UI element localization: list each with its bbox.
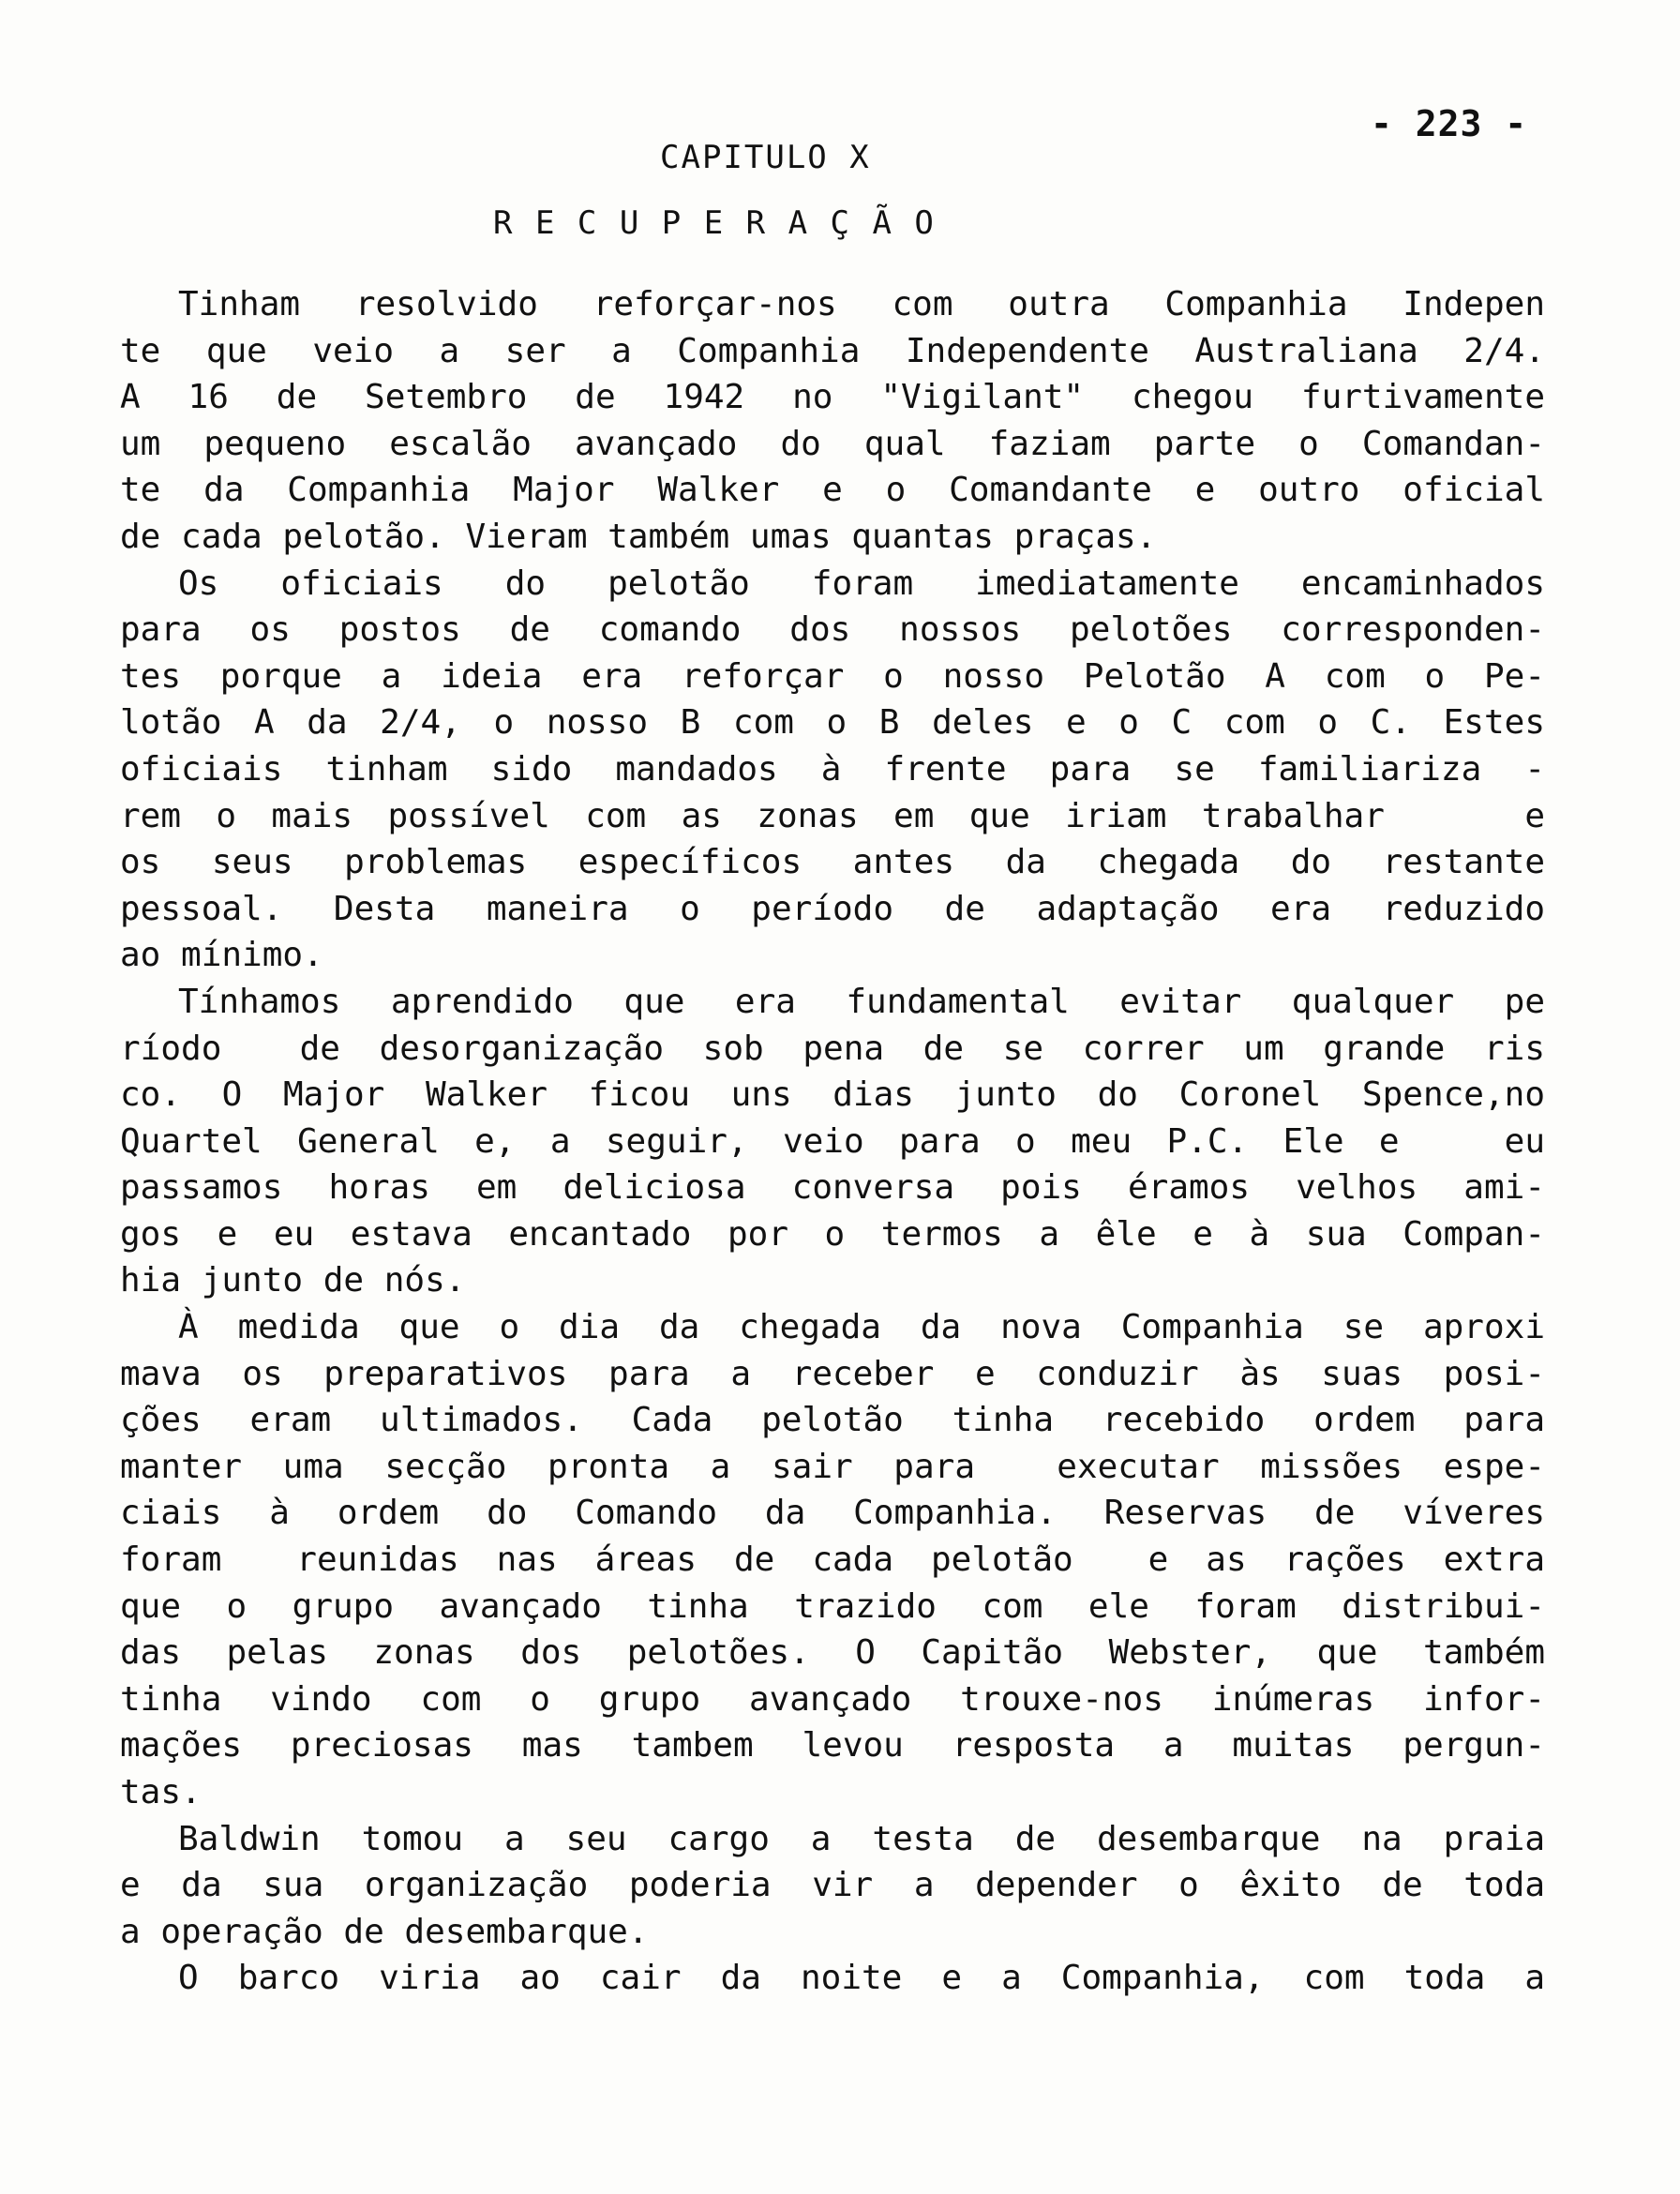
text-line: À medida que o dia da chegada da nova Companhia se aproxi [178, 1308, 1545, 1347]
text-line: te da Companhia Major Walker e o Comandante e outro oficial [120, 471, 1545, 510]
text-line: mava os preparativos para a receber e conduzir às suas posi- [120, 1354, 1545, 1393]
text-line: Quartel General e, a seguir, veio para o meu P.C. Ele e eu [120, 1121, 1545, 1161]
text-line: A 16 de Setembro de 1942 no "Vigilant" chegou furtivamente [120, 378, 1545, 417]
text-line: os seus problemas específicos antes da chegada do restante [120, 843, 1545, 882]
text-line: Os oficiais do pelotão foram imediatamente encaminhados [178, 564, 1545, 603]
text-line: pessoal. Desta maneira o período de adaptação era reduzido [120, 889, 1545, 928]
chapter-title: CAPITULO X [660, 139, 871, 176]
text-line: e da sua organização poderia vir a depender o êxito de toda [120, 1866, 1545, 1905]
text-line: um pequeno escalão avançado do qual faziam parte o Comandan- [120, 424, 1545, 463]
text-line: que o grupo avançado tinha trazido com ele foram distribui- [120, 1586, 1545, 1626]
text-line: te que veio a ser a Companhia Independente Australiana 2/4. [120, 331, 1545, 370]
text-line: para os postos de comando dos nossos pelotões corresponden- [120, 610, 1545, 650]
text-line: lotão A da 2/4, o nosso B com o B deles e o C com o C. Estes [120, 703, 1545, 743]
text-line: ríodo de desorganização sob pena de se correr um grande ris [120, 1029, 1545, 1068]
text-line: Baldwin tomou a seu cargo a testa de desembarque na praia [178, 1819, 1545, 1858]
text-line: tinha vindo com o grupo avançado trouxe-nos inúmeras infor- [120, 1679, 1545, 1719]
text-line: Tínhamos aprendido que era fundamental evitar qualquer pe [178, 982, 1545, 1021]
text-line: gos e eu estava encantado por o termos a êle e à sua Compan- [120, 1214, 1545, 1254]
chapter-subtitle: R E C U P E R A Ç Ã O [493, 204, 936, 242]
text-line: tas. [120, 1773, 202, 1811]
text-line: passamos horas em deliciosa conversa pois éramos velhos ami- [120, 1168, 1545, 1208]
text-line: rem o mais possível com as zonas em que iriam trabalhar e [120, 796, 1545, 835]
text-line: foram reunidas nas áreas de cada pelotão e as rações extra [120, 1540, 1545, 1580]
text-line: das pelas zonas dos pelotões. O Capitão Webster, que também [120, 1633, 1545, 1673]
page-number: - 223 - [1371, 103, 1528, 144]
body-text [120, 281, 1545, 2002]
text-line: ao mínimo. [120, 936, 323, 975]
text-line: a operação de desembarque. [120, 1912, 649, 1951]
text-line: ciais à ordem do Comando da Companhia. Reservas de víveres [120, 1494, 1545, 1533]
text-line: mações preciosas mas tambem levou resposta a muitas pergun- [120, 1726, 1545, 1766]
text-line: co. O Major Walker ficou uns dias junto do Coronel Spence,no [120, 1075, 1545, 1115]
text-line: oficiais tinham sido mandados à frente para se familiariza - [120, 749, 1545, 789]
text-line: ções eram ultimados. Cada pelotão tinha recebido ordem para [120, 1401, 1545, 1440]
text-line: tes porque a ideia era reforçar o nosso Pelotão A com o Pe- [120, 656, 1545, 696]
text-line: hia junto de nós. [120, 1261, 466, 1300]
text-line: manter uma secção pronta a sair para executar missões espe- [120, 1447, 1545, 1486]
text-line: O barco viria ao cair da noite e a Companhia, com toda a [178, 1959, 1545, 1998]
text-line: de cada pelotão. Vieram também umas quantas praças. [120, 517, 1157, 556]
text-line: Tinham resolvido reforçar-nos com outra Companhia Indepen [178, 285, 1545, 323]
